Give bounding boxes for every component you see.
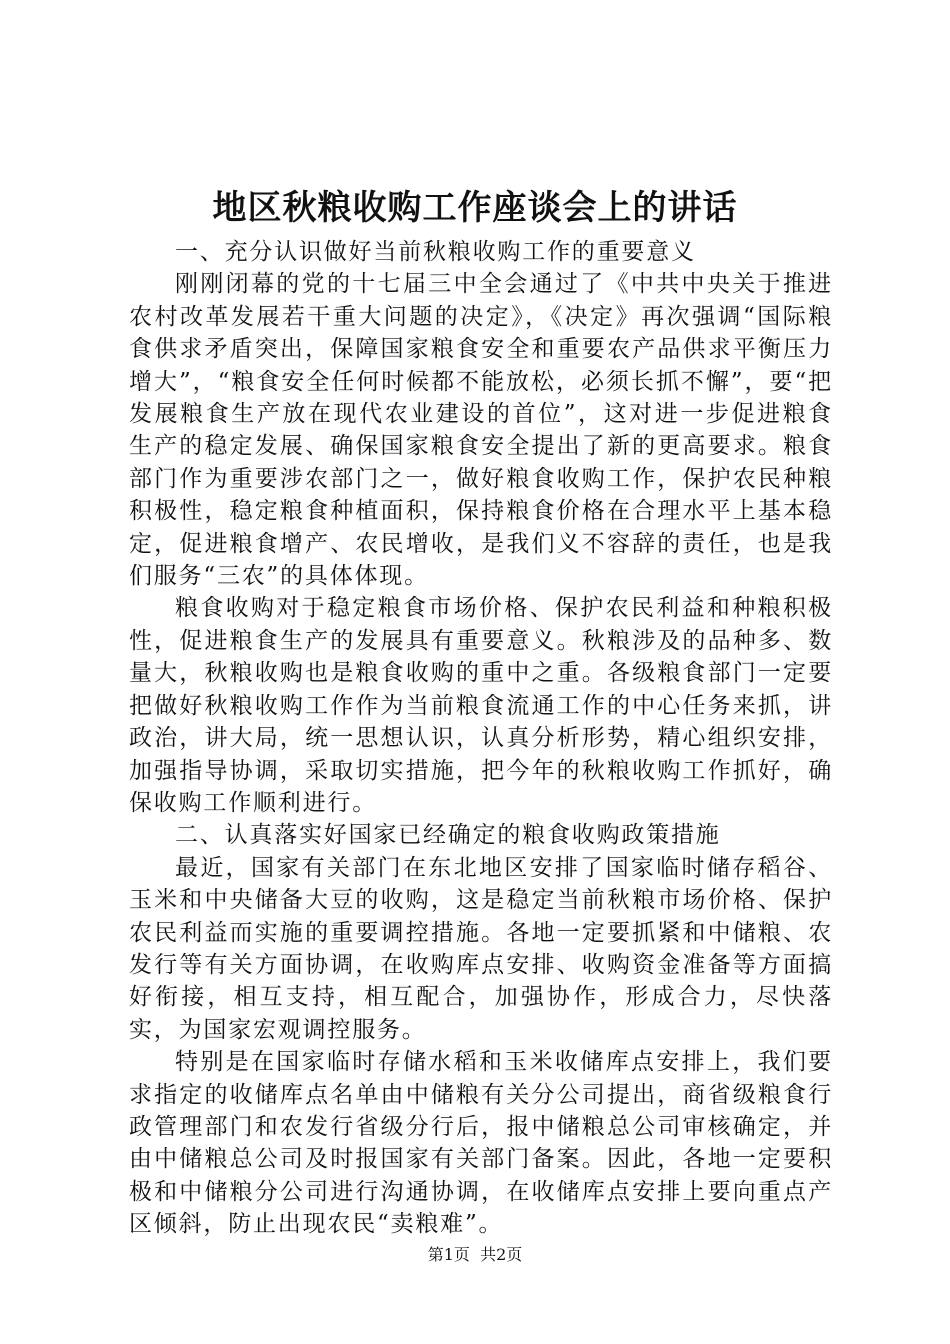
body-paragraph: 粮食收购对于稳定粮食市场价格、保护农民利益和种粮积极性，促进粮食生产的发展具有重要意义。秋粮涉及的品种多、数量大，秋粮收购也是粮食收购的重中之重。各级粮食部门一定要把做好秋粮收购工作作为当前粮食流通工作的中心任务来抓，讲政治，讲大局，统一思想认识，认真分析形势，精心组织安排，加强指导协调，采取切实措施，把今年的秋粮收购工作抓好，确保收购工作顺利进行。 [129, 595, 833, 816]
body-paragraph: 刚刚闭幕的党的十七届三中全会通过了《中共中央关于推进农村改革发展若干重大问题的决定》，《决定》再次强调“国际粮食供求矛盾突出，保障国家粮食安全和重要农产品供求平衡压力增大”，“粮食安全任何时候都不能放松，必须长抓不懈”，要“把发展粮食生产放在现代农业建设的首位”，这对进一步促进粮食生产的稳定发展、确保国家粮食安全提出了新的更高要求。粮食部门作为重要涉农部门之一，做好粮食收购工作，保护农民种粮积极性，稳定粮食种植面积，保持粮食价格在合理水平上基本稳定，促进粮食增产、农民增收，是我们义不容辞的责任，也是我们服务“三农”的具体体现。 [129, 271, 833, 590]
section-heading-2: 二、认真落实好国家已经确定的粮食收购政策措施 [175, 822, 721, 849]
body-paragraph: 特别是在国家临时存储水稻和玉米收储库点安排上，我们要求指定的收储库点名单由中储粮有关分公司提出，商省级粮食行政管理部门和农发行省级分行后，报中储粮总公司审核确定，并由中储粮总公司及时报国家有关部门备案。因此，各地一定要积极和中储粮分公司进行沟通协调，在收储库点安排上要向重点产区倾斜，防止出现农民“卖粮难”。 [129, 1049, 833, 1238]
page-footer [0, 1243, 950, 1267]
page-total: 共2页 [480, 1245, 523, 1264]
document-title: 地区秋粮收购工作座谈会上的讲话 [212, 188, 738, 228]
section-heading-1: 一、充分认识做好当前秋粮收购工作的重要意义 [175, 239, 696, 265]
document-body [129, 236, 833, 1241]
footer-separator [470, 1245, 480, 1264]
body-paragraph: 最近，国家有关部门在东北地区安排了国家临时储存稻谷、玉米和中央储备大豆的收购，这是稳定当前秋粮市场价格、保护农民利益而实施的重要调控措施。各地一定要抓紧和中储粮、农发行等有关方面协调，在收购库点安排、收购资金准备等方面搞好衔接，相互支持，相互配合，加强协作，形成合力，尽快落实，为国家宏观调控服务。 [129, 854, 833, 1043]
page-number: 第1页 [427, 1245, 470, 1264]
